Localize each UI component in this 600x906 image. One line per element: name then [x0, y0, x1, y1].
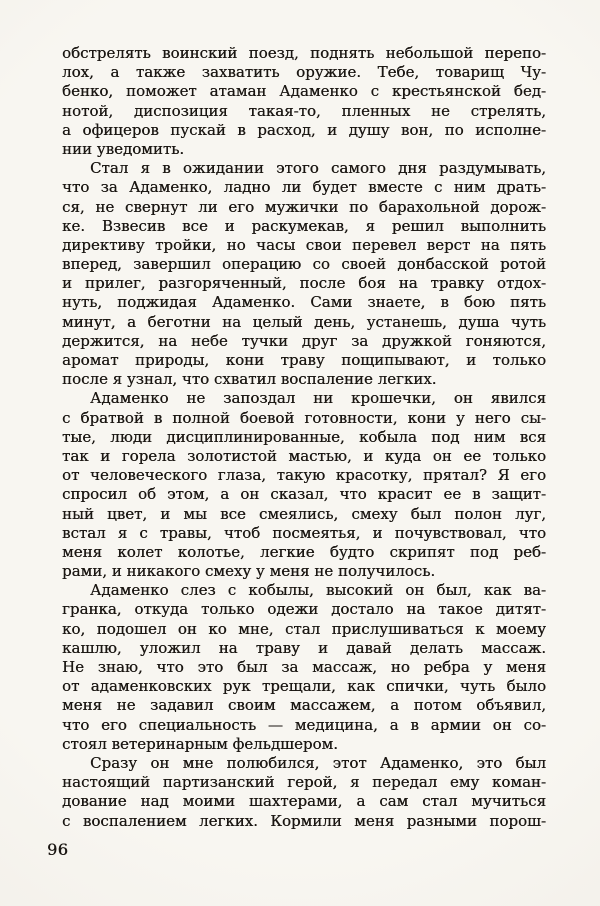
text-line: кашлю, уложил на траву и давай делать массаж. [62, 638, 546, 657]
text-block [62, 44, 546, 831]
paragraph [62, 754, 546, 831]
text-line: гранка, откуда только одежи достало на такое дитят- [62, 600, 546, 619]
text-line: рами, и никакого смеху у меня не получилось. [62, 562, 436, 581]
paragraph [62, 581, 546, 754]
text-line: ке. Взвесив все и раскумекав, я решил выполнить [62, 216, 546, 235]
paragraph [62, 159, 546, 389]
text-line: а офицеров пускай в расход, и душу вон, по исполне- [62, 120, 546, 139]
text-line: ный цвет, и мы все смеялись, смеху был полон луг, [62, 504, 546, 523]
text-line: Адаменко не запоздал ни крошечки, он явился [90, 389, 546, 408]
text-line: Сразу он мне полюбился, этот Адаменко, это был [90, 753, 546, 772]
text-line: что за Адаменко, ладно ли будет вместе с ним драть- [62, 178, 546, 197]
text-line: встал я с травы, чтоб посмеятья, и почувствовал, что [62, 523, 546, 542]
text-line: дование над моими шахтерами, а сам стал мучиться [62, 792, 546, 811]
text-line: так и горела золотистой мастью, и куда он ее только [62, 446, 546, 465]
text-line: стоял ветеринарным фельдшером. [62, 734, 338, 753]
text-line: что его специальность — медицина, а в армии он со- [62, 715, 546, 734]
text-line: Стал я в ожидании этого самого дня раздумывать, [90, 159, 546, 178]
paragraph [62, 44, 546, 159]
text-line: Адаменко слез с кобылы, высокий он был, как ва- [90, 581, 546, 600]
paragraph [62, 389, 546, 581]
text-line: директиву тройки, но часы свои перевел верст на пять [62, 235, 546, 254]
text-line: настоящий партизанский герой, я передал ему коман- [62, 773, 546, 792]
text-line: держится, на небе тучки друг за дружкой гоняются, [62, 331, 546, 350]
text-line: аромат природы, кони траву пощипывают, и только [62, 351, 546, 369]
text-line: бенко, поможет атаман Адаменко с крестьянской бед- [62, 82, 546, 101]
text-line: с воспалением легких. Кормили меня разными порош- [62, 811, 546, 830]
text-line: с братвой в полной боевой готовности, кони у него сы- [62, 408, 546, 427]
text-line: тые, люди дисциплинированные, кобыла под ним вся [62, 427, 546, 446]
text-line: от адаменковских рук трещали, как спички, чуть было [62, 677, 546, 696]
text-line: лох, а также захватить оружие. Тебе, товарищ Чу- [62, 63, 546, 82]
text-line: после я узнал, что схватил воспаление легких. [62, 370, 437, 389]
text-line: нуть, поджидая Адаменко. Сами знаете, в бою пять [62, 293, 546, 312]
text-line: нии уведомить. [62, 139, 185, 158]
text-line: нотой, диспозиция такая-то, пленных не стрелять, [62, 101, 546, 120]
text-line: ся, не свернут ли его мужички по барахольной дорож- [62, 197, 546, 216]
text-line: Не знаю, что это был за массаж, но ребра у меня [62, 658, 546, 676]
text-line: ко, подошел он ко мне, стал прислушиваться к моему [62, 619, 546, 638]
text-line: вперед, завершил операцию со своей донбасской ротой [62, 255, 546, 274]
text-line: меня не задавил своим массажем, а потом объявил, [62, 696, 546, 715]
text-line: от человеческого глаза, такую красотку, прятал? Я его [62, 466, 546, 485]
text-line: обстрелять воинский поезд, поднять небольшой перепо- [62, 44, 546, 62]
text-line: и прилег, разгоряченный, после боя на травку отдох- [62, 274, 546, 293]
text-line: минут, а беготни на целый день, устанешь, душа чуть [62, 312, 546, 331]
text-line: спросил об этом, а он сказал, что красит ее в защит- [62, 485, 546, 504]
page-number: 96 [47, 840, 69, 859]
text-line: меня колет колотье, легкие будто скрипят под реб- [62, 542, 546, 561]
